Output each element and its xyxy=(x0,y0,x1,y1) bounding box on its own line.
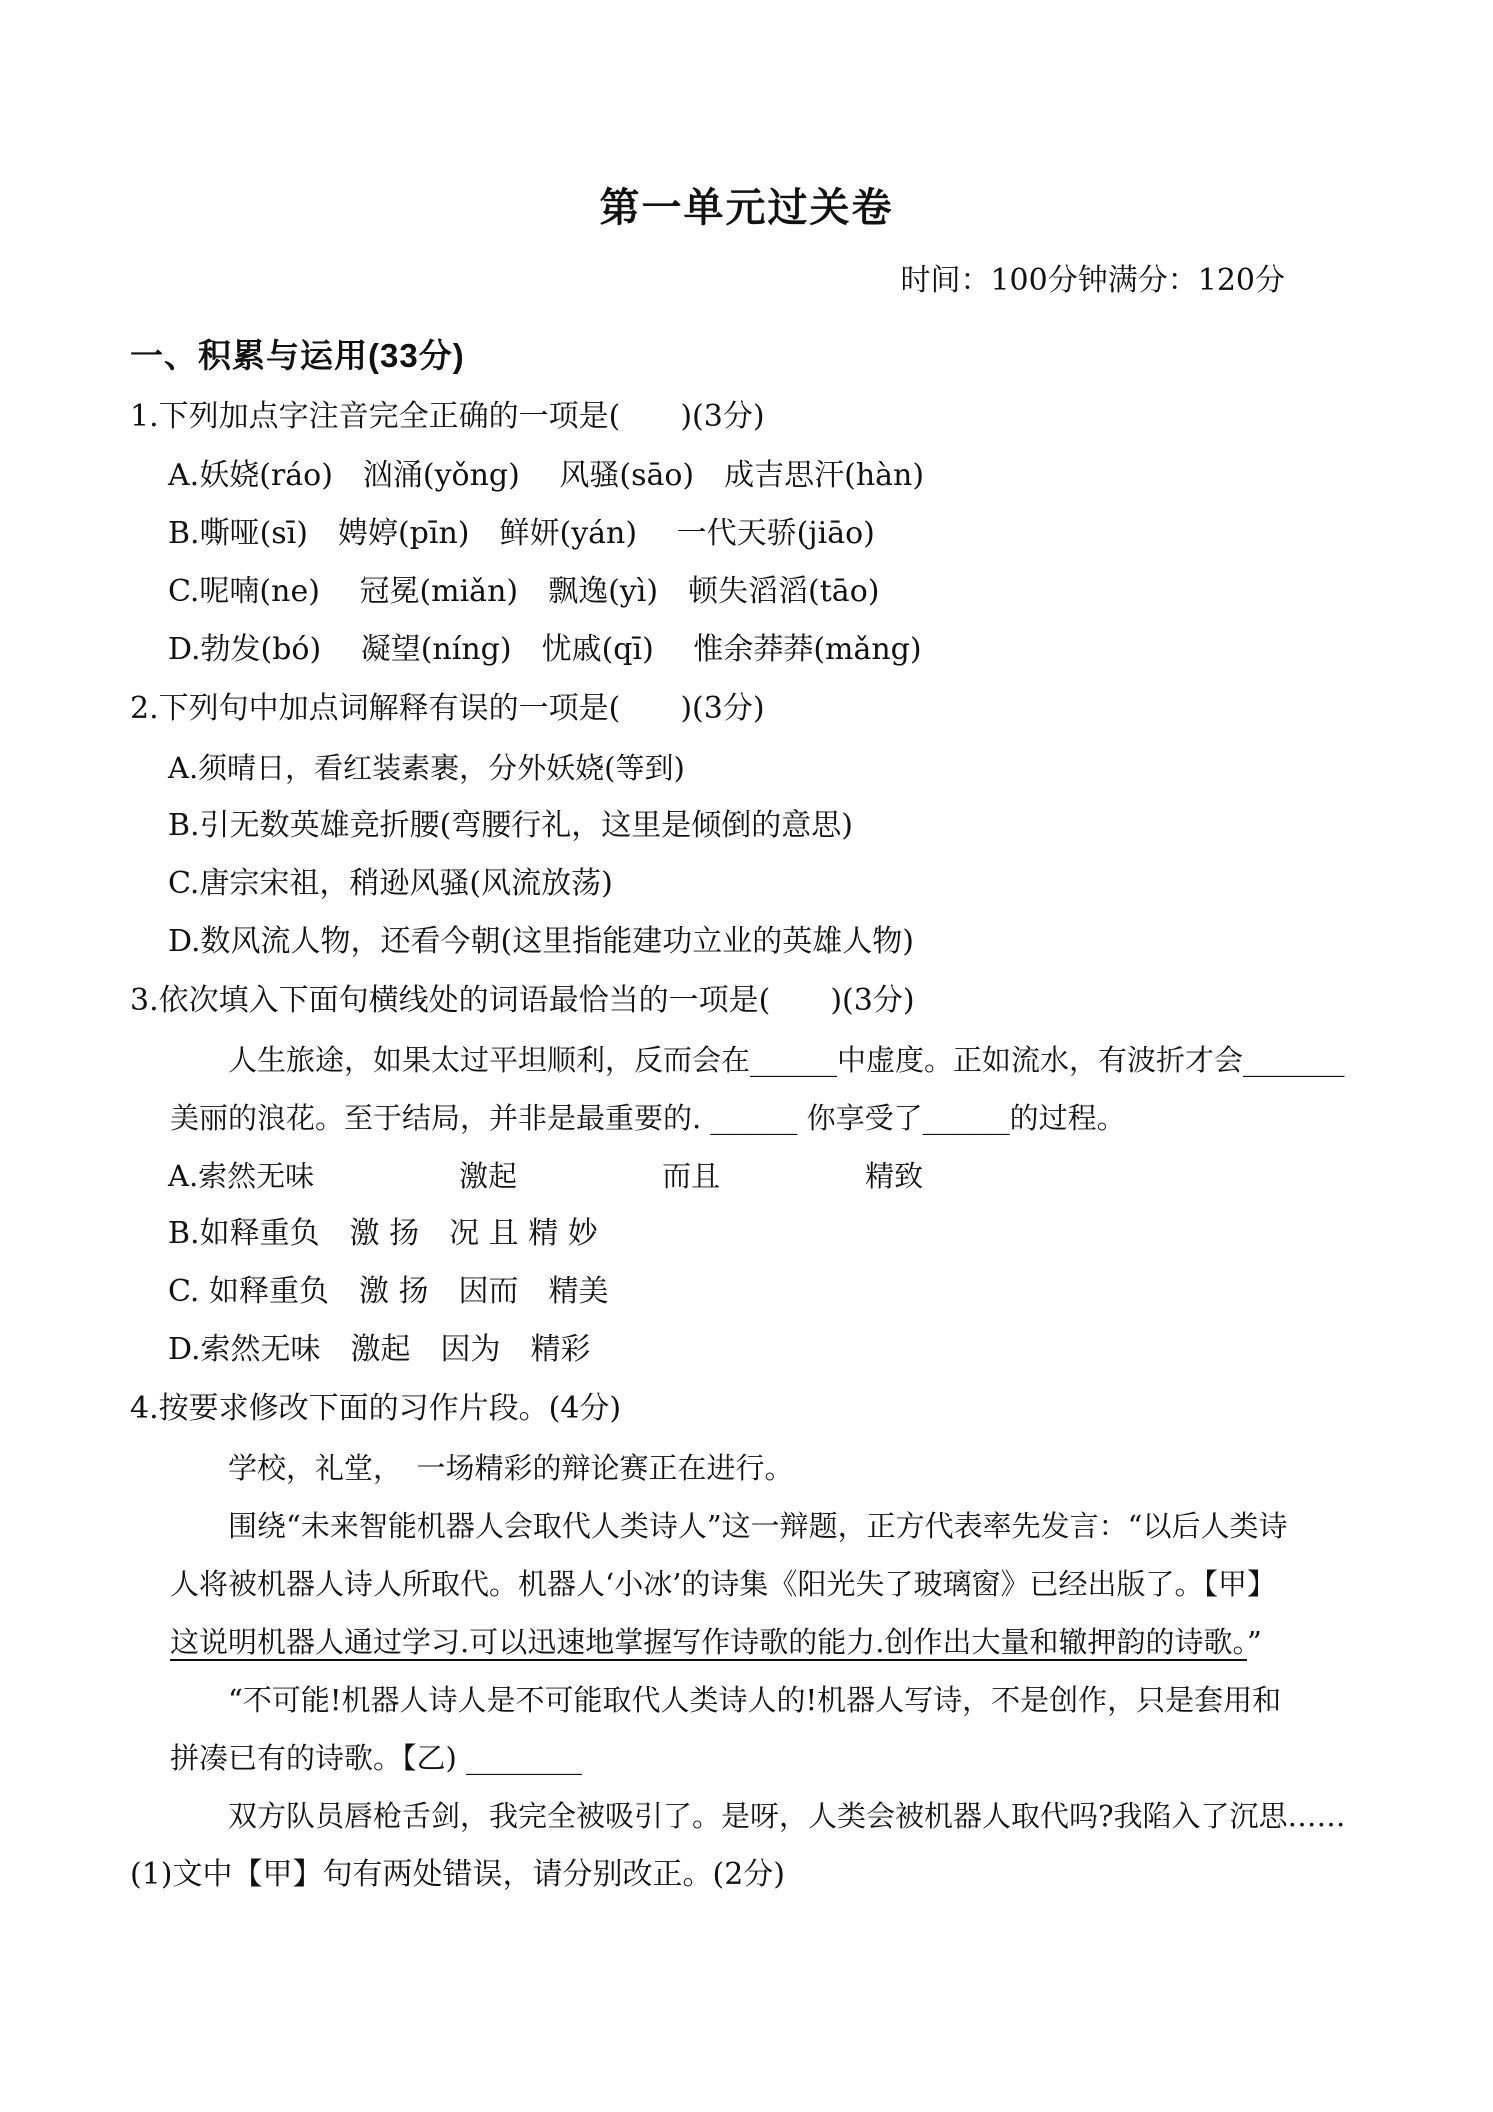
exam-body xyxy=(130,325,1405,1905)
q4-paragraph-4: 双方队员唇枪舌剑，我完全被吸引了。是呀，人类会被机器人取代吗?我陷入了沉思…… xyxy=(228,1799,1346,1833)
q4-paragraph-3-line-1: “不可能!机器人诗人是不可能取代人类诗人的!机器人写诗，不是创作，只是套用和 xyxy=(228,1683,1282,1717)
q3-option-a: A.索然无味 激起 而且 精致 xyxy=(168,1159,924,1193)
q4-paragraph-3-line-2: 拼凑已有的诗歌。【乙) ________ xyxy=(170,1741,583,1775)
q2-option-a: A.须晴日，看红装素裹，分外妖娆(等到) xyxy=(168,751,685,785)
section-heading: 一、积累与运用(33分) xyxy=(130,337,465,374)
q3-passage-line-1: 人生旅途，如果太过平坦顺利，反而会在______中虚度。正如流水，有波折才会_______ xyxy=(228,1043,1345,1077)
q4-paragraph-2-line-1: 围绕“未来智能机器人会取代人类诗人”这一辩题，正方代表率先发言：“以后人类诗 xyxy=(228,1509,1288,1543)
q4-paragraph-2-line-3 xyxy=(130,1613,1405,1671)
q4-underlined-sentence-jia: 这说明机器人通过学习.可以迅速地掌握写作诗歌的能力.创作出大量和辙押韵的诗歌。 xyxy=(170,1625,1247,1659)
q4-subquestion-1: (1)文中【甲】句有两处错误，请分别改正。(2分) xyxy=(130,1857,785,1892)
q2-option-d: D.数风流人物，还看今朝(这里指能建功立业的英雄人物) xyxy=(168,924,914,959)
q4-paragraph-2-line-2: 人将被机器人诗人所取代。机器人‘小冰’的诗集《阳光失了玻璃窗》已经出版了。【甲】 xyxy=(170,1567,1276,1601)
q1-option-c: C.呢喃(ne) 冠冕(miǎn) 飘逸(yì) 顿失滔滔(tāo) xyxy=(168,574,880,609)
q3-option-d: D.索然无味 激起 因为 精彩 xyxy=(168,1332,591,1367)
q3-option-b: B.如释重负 激 扬 况 且 精 妙 xyxy=(168,1216,598,1251)
q2-option-c: C.唐宗宋祖，稍逊风骚(风流放荡) xyxy=(168,866,613,901)
q1-stem: 1.下列加点字注音完全正确的一项是( )(3分) xyxy=(130,399,765,434)
q2-option-b: B.引无数英雄竞折腰(弯腰行礼，这里是倾倒的意思) xyxy=(168,808,853,843)
q3-option-c: C. 如释重负 激 扬 因而 精美 xyxy=(168,1274,609,1309)
q1-option-d: D.勃发(bó) 凝望(níng) 忧戚(qī) 惟余莽莽(mǎng) xyxy=(168,632,922,667)
q4-stem: 4.按要求修改下面的习作片段。(4分) xyxy=(130,1391,622,1426)
q3-stem: 3.依次填入下面句横线处的词语最恰当的一项是( )(3分) xyxy=(130,983,915,1018)
time-and-score-info: 时间：100分钟满分：120分 xyxy=(900,263,1285,298)
q4-closing-quote: ” xyxy=(1246,1625,1262,1659)
q1-option-b: B.嘶哑(sī) 娉婷(pīn) 鲜妍(yán) 一代天骄(jiāo) xyxy=(168,516,875,551)
q4-paragraph-1: 学校，礼堂， 一场精彩的辩论赛正在进行。 xyxy=(228,1451,794,1485)
q3-passage-line-2: 美丽的浪花。至于结局，并非是最重要的. ______ 你享受了______的过程。 xyxy=(170,1101,1126,1135)
exam-title: 第一单元过关卷 xyxy=(599,186,894,230)
q1-option-a: A.妖娆(ráo) 汹涌(yǒng) 风骚(sāo) 成吉思汗(hàn) xyxy=(168,458,925,493)
q2-stem: 2.下列句中加点词解释有误的一项是( )(3分) xyxy=(130,691,765,726)
